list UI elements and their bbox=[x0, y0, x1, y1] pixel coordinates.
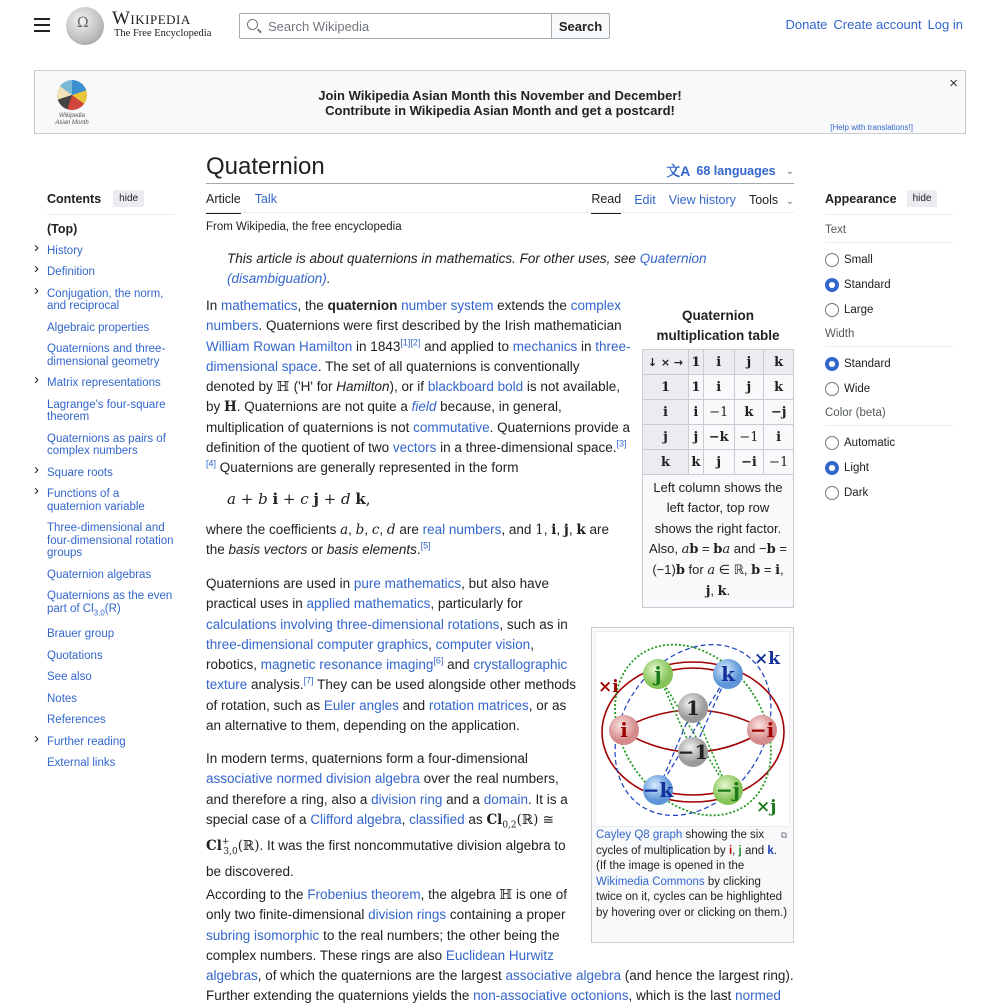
chevron-down-icon: ⌄ bbox=[785, 196, 794, 207]
table-cell: 1 bbox=[689, 375, 704, 400]
toc-item[interactable] bbox=[47, 343, 175, 368]
toc-item-label: (Top) bbox=[47, 222, 78, 236]
table-cell: i bbox=[689, 400, 704, 425]
table-cell: j bbox=[689, 425, 704, 450]
node-j-label: j bbox=[654, 662, 662, 686]
user-links bbox=[785, 17, 963, 32]
radio-label: Automatic bbox=[844, 437, 896, 449]
toc-item-label: Brauer group bbox=[47, 628, 115, 641]
article-link[interactable]: mathematics bbox=[221, 298, 298, 313]
toc-item[interactable] bbox=[47, 628, 175, 641]
table-header-cell: i bbox=[703, 350, 734, 375]
radio-label: Standard bbox=[844, 279, 891, 291]
namespace-tabs bbox=[206, 192, 277, 214]
table-row bbox=[643, 375, 794, 400]
article-link[interactable]: associative normed division algebra bbox=[206, 771, 420, 787]
toc-item-label: Lagrange's four-square theorem bbox=[47, 398, 166, 423]
table-row bbox=[643, 450, 794, 475]
toc-subscript: 3,0 bbox=[93, 607, 105, 617]
article-link[interactable]: Frobenius theorem bbox=[307, 887, 421, 902]
search-icon bbox=[247, 19, 258, 30]
article-link[interactable]: rotation matrices bbox=[428, 697, 529, 713]
table-of-contents bbox=[34, 190, 175, 779]
create-account-link[interactable]: Create account bbox=[833, 17, 922, 32]
radio-label: Small bbox=[844, 254, 873, 266]
math-expression: H bbox=[224, 399, 237, 416]
table-cell: −1 bbox=[764, 450, 794, 475]
search-box[interactable] bbox=[239, 13, 552, 39]
radio-label: Light bbox=[844, 462, 869, 474]
math-expression: a bbox=[340, 522, 349, 538]
article-link[interactable]: calculations involving three-dimensional rotations bbox=[206, 616, 500, 632]
donate-link[interactable]: Donate bbox=[785, 17, 828, 32]
article-link[interactable]: three-dimensional computer graphics bbox=[206, 636, 429, 652]
node-neg-1-label: −1 bbox=[677, 740, 709, 764]
toc-hide-button[interactable]: hide bbox=[113, 190, 144, 207]
table-cell: i bbox=[703, 375, 734, 400]
article-link[interactable]: mechanics bbox=[512, 338, 578, 354]
math-expression: 1 bbox=[535, 522, 544, 538]
multiplication-table-caption: Left column shows the left factor, top row shows the right factor. Also, ab = ba and −b = (−1)b for a ∈ ℝ, b = i, j, k. bbox=[642, 475, 794, 608]
cayley-graph-image[interactable] bbox=[595, 631, 790, 827]
label-times-i: ×i bbox=[598, 677, 619, 697]
toc-item[interactable] bbox=[47, 671, 175, 684]
toc-item[interactable] bbox=[47, 714, 175, 727]
article-link[interactable]: William Rowan Hamilton bbox=[206, 338, 353, 354]
radio-label: Wide bbox=[844, 383, 871, 395]
radio-label: Dark bbox=[844, 487, 869, 499]
article-link[interactable]: commutative bbox=[413, 419, 490, 435]
appearance-section-label: Color (beta) bbox=[825, 407, 953, 426]
table-cell: k bbox=[689, 450, 704, 475]
table-cell: i bbox=[764, 425, 794, 450]
search-button[interactable]: Search bbox=[551, 13, 610, 39]
toc-item[interactable] bbox=[34, 260, 175, 279]
article-link[interactable]: three-dimensional space bbox=[206, 338, 631, 374]
math-expression: j bbox=[563, 522, 569, 538]
table-cell: −1 bbox=[734, 425, 764, 450]
tab-read[interactable]: Read bbox=[591, 192, 621, 214]
toc-item[interactable] bbox=[34, 460, 175, 480]
article-link[interactable]: real numbers bbox=[422, 522, 502, 537]
caption-text: showing the six cycles of multiplication by bbox=[596, 829, 765, 857]
label-times-j: ×j bbox=[756, 797, 777, 817]
math-expression: k bbox=[576, 522, 586, 538]
table-row-header: i bbox=[643, 400, 689, 425]
toc-item-label: Quaternion algebras bbox=[47, 568, 152, 581]
radio-button[interactable] bbox=[825, 278, 839, 292]
table-row-header: j bbox=[643, 425, 689, 450]
wikimedia-commons-link[interactable]: Wikimedia Commons bbox=[596, 875, 705, 888]
table-cell: −k bbox=[703, 425, 734, 450]
toc-item-label: Conjugation, the norm, and reciprocal bbox=[47, 287, 164, 312]
article-link[interactable]: classified bbox=[409, 811, 465, 827]
toc-item[interactable] bbox=[34, 729, 175, 749]
toc-item[interactable] bbox=[47, 433, 175, 458]
banner-message[interactable] bbox=[35, 88, 965, 118]
chevron-right-icon[interactable]: › bbox=[34, 238, 39, 256]
article-link[interactable]: Euclidean Hurwitz algebras bbox=[206, 947, 554, 984]
languages-button[interactable] bbox=[666, 161, 794, 181]
citation-link[interactable]: [1] bbox=[400, 337, 411, 348]
toc-item[interactable] bbox=[47, 223, 175, 236]
hamburger-line bbox=[34, 24, 50, 26]
article-link[interactable]: Euler angles bbox=[323, 697, 399, 713]
math-expression: b bbox=[355, 522, 365, 538]
table-header-cell: j bbox=[734, 350, 764, 375]
radio-option[interactable] bbox=[825, 303, 953, 317]
math-expression: ℍ bbox=[499, 887, 513, 903]
radio-label: Large bbox=[844, 304, 874, 316]
translate-icon: 文A bbox=[666, 163, 691, 179]
toc-header bbox=[47, 190, 175, 215]
radio-button[interactable] bbox=[825, 357, 839, 371]
clifford-expression: $Cl_{0,2}(ℝ)$ ≅ $Cl^+_{3,0}(ℝ)$ bbox=[206, 811, 554, 857]
toc-item[interactable] bbox=[47, 399, 175, 424]
radio-button[interactable] bbox=[825, 382, 839, 396]
toc-item-label: Quaternions and three-dimensional geometry bbox=[47, 343, 166, 368]
article-link[interactable]: division ring bbox=[371, 791, 443, 807]
math-expression: i bbox=[551, 522, 557, 538]
radio-button[interactable] bbox=[825, 461, 839, 475]
toc-item-label: Notes bbox=[47, 692, 78, 705]
table-header-cell: k bbox=[764, 350, 794, 375]
toc-item[interactable] bbox=[47, 650, 175, 663]
italic-term: Hamilton bbox=[336, 379, 390, 395]
radio-option[interactable] bbox=[825, 253, 953, 267]
tools-menu[interactable] bbox=[749, 193, 794, 213]
hamburger-menu-icon bbox=[34, 18, 50, 20]
radio-option[interactable] bbox=[825, 436, 953, 450]
tab-talk[interactable]: Talk bbox=[254, 192, 277, 206]
toc-item[interactable] bbox=[34, 281, 175, 313]
wikipedia-wordmark[interactable] bbox=[112, 9, 211, 40]
lead-paragraph-5: According to the Frobenius theorem, the algebra ℍ is one of only two finite-dimensional division rings containing a proper subring isomorphic to the real numbers; the other being the complex numbers. These rings are also Euclidean Hurwitz algebras, of which the quaternions are the largest associative algebra (and hence the largest ring). Further extending the quaternions yields the non-associative octonions, which is the last normed bbox=[206, 887, 794, 1004]
log-in-link[interactable]: Log in bbox=[927, 17, 963, 32]
toc-item-label: Further reading bbox=[47, 735, 126, 748]
radio-option[interactable] bbox=[825, 357, 953, 371]
table-row bbox=[643, 400, 794, 425]
citation-link[interactable]: [3] bbox=[616, 438, 627, 449]
article-link[interactable]: crystallographic texture bbox=[206, 657, 568, 693]
toc-suffix: (R) bbox=[104, 602, 121, 615]
radio-option[interactable] bbox=[825, 461, 953, 475]
cayley-graph-figure bbox=[591, 627, 794, 943]
citation-link[interactable]: [4] bbox=[206, 458, 217, 469]
italic-term: basis elements bbox=[326, 542, 417, 558]
appearance-title: Appearance bbox=[825, 191, 897, 206]
lead-paragraph-2: where the coefficients a, b, c, d are real numbers, and 1, i, j, k are the basis vectors or basis elements.[5] bbox=[206, 522, 609, 558]
chevron-down-icon: ⌄ bbox=[785, 165, 794, 177]
help-translations-link[interactable]: [Help with translations!] bbox=[830, 123, 913, 132]
lead-paragraph-3: Quaternions are used in pure mathematics, but also have practical uses in applied mathematics, particularly for calculations involving three-dimensional rotations, such as in three-dimensional computer graphics, computer vision, robotics, magnetic resonance imaging[6] and crystallographic texture analysis.[7] They can be used alongside other methods of rotation, such as Euler angles and rotation matrices, or as an alternative to them, depending on the application. bbox=[206, 576, 577, 734]
node-neg-i-label: −i bbox=[749, 718, 775, 742]
node-i-label: i bbox=[620, 718, 628, 742]
table-cell: j bbox=[703, 450, 734, 475]
toc-item-label: Three-dimensional and four-dimensional rotation groups bbox=[47, 522, 174, 559]
article-link[interactable]: number system bbox=[401, 298, 494, 313]
radio-button[interactable] bbox=[825, 253, 839, 267]
quaternion-formula: a + b i + c j + d k, bbox=[227, 490, 371, 508]
article-link[interactable]: computer vision bbox=[435, 636, 531, 652]
caption-k: k bbox=[767, 844, 774, 857]
italic-term: basis vectors bbox=[228, 542, 308, 558]
radio-option[interactable] bbox=[825, 486, 953, 500]
toc-item-label: See also bbox=[47, 671, 92, 684]
languages-count: 68 languages bbox=[696, 164, 776, 178]
math-expression: d bbox=[386, 522, 396, 538]
label-times-k: ×k bbox=[754, 649, 781, 669]
toc-item-label: Algebraic properties bbox=[47, 321, 150, 334]
table-cell: j bbox=[734, 375, 764, 400]
article-link[interactable]: field bbox=[411, 399, 437, 415]
radio-label: Standard bbox=[844, 358, 891, 370]
tabs-divider bbox=[206, 212, 794, 213]
toc-item-label: Square roots bbox=[47, 466, 113, 479]
toc-item-label: Functions of a quaternion variable bbox=[47, 488, 145, 513]
article-link[interactable]: vectors bbox=[392, 440, 437, 456]
appearance-section-label: Width bbox=[825, 328, 953, 347]
article-link[interactable]: blackboard bold bbox=[427, 379, 524, 395]
hatnote-end: . bbox=[326, 271, 331, 287]
table-cell: −j bbox=[764, 400, 794, 425]
campaign-banner bbox=[34, 70, 966, 134]
enlarge-icon[interactable]: ⧉ bbox=[780, 830, 787, 840]
radio-option[interactable] bbox=[825, 278, 953, 292]
toc-item[interactable] bbox=[34, 371, 175, 390]
math-expression: c bbox=[371, 522, 380, 538]
article-link[interactable]: Clifford algebra bbox=[310, 811, 402, 827]
toc-item[interactable] bbox=[47, 757, 175, 770]
node-neg-j-label: −j bbox=[716, 778, 740, 802]
toc-item[interactable] bbox=[47, 522, 175, 560]
article-link[interactable]: non-associative octonions bbox=[473, 988, 629, 1004]
radio-button[interactable] bbox=[825, 303, 839, 317]
node-1-label: 1 bbox=[686, 696, 700, 720]
tools-label: Tools bbox=[748, 193, 779, 207]
multiplication-table-title: Quaternion multiplication table bbox=[656, 308, 780, 343]
appearance-panel bbox=[825, 190, 953, 511]
chevron-right-icon[interactable]: › bbox=[34, 281, 39, 299]
toc-item[interactable] bbox=[47, 569, 175, 582]
article-link[interactable]: domain bbox=[483, 791, 528, 807]
table-cell: k bbox=[764, 375, 794, 400]
toc-item-label: References bbox=[47, 714, 106, 727]
bold-term: quaternion bbox=[327, 298, 398, 313]
wordmark-tagline: The Free Encyclopedia bbox=[114, 28, 212, 39]
appearance-sections bbox=[825, 224, 953, 500]
node-neg-k-label: −k bbox=[642, 778, 674, 802]
toc-item-label: Quaternions as the even part of Cl bbox=[47, 590, 173, 615]
asian-month-logo-caption: Wikipedia Asian Month bbox=[55, 113, 89, 126]
appearance-section-label: Text bbox=[825, 224, 953, 243]
toc-item[interactable] bbox=[34, 238, 175, 258]
table-row-header: 1 bbox=[643, 375, 689, 400]
hatnote-text: This article is about quaternions in mathematics. For other uses, see bbox=[227, 251, 640, 266]
multiplication-table bbox=[642, 349, 794, 475]
cayley-graph-svg bbox=[596, 632, 791, 828]
toc-item-label: History bbox=[47, 244, 83, 257]
appearance-header bbox=[825, 190, 953, 215]
chevron-right-icon[interactable]: › bbox=[34, 729, 39, 747]
toc-item-label: Quaternions as pairs of complex numbers bbox=[47, 432, 166, 457]
article-link[interactable]: pure mathematics bbox=[353, 576, 462, 591]
chevron-right-icon[interactable]: › bbox=[34, 482, 39, 499]
toc-item[interactable] bbox=[34, 482, 175, 513]
table-cell: −1 bbox=[703, 400, 734, 425]
toc-item-label: Matrix representations bbox=[47, 377, 161, 389]
article-link[interactable]: magnetic resonance imaging bbox=[260, 657, 434, 673]
chevron-right-icon[interactable]: › bbox=[34, 371, 39, 388]
wordmark-title: Wikipedia bbox=[112, 8, 191, 29]
toc-title: Contents bbox=[47, 191, 102, 206]
lead-paragraph-4: In modern terms, quaternions form a four-dimensional associative normed division algebra over the real numbers, and therefore a ring, also a division ring and a domain. It is a special case of a Clifford algebra, classified as $Cl_{0,2}(ℝ)$ ≅ $Cl^+_{3,0}(ℝ)$. It was the first noncommutative division algebra to be discovered. bbox=[206, 751, 568, 879]
article-link[interactable]: division rings bbox=[368, 907, 447, 923]
citation-link[interactable]: [6] bbox=[433, 655, 444, 666]
table-header-cell: 1 bbox=[689, 350, 704, 375]
search-input[interactable] bbox=[266, 17, 546, 35]
tab-article[interactable]: Article bbox=[206, 192, 241, 214]
caption-and: and bbox=[741, 844, 768, 857]
appearance-hide-button[interactable]: hide bbox=[907, 190, 938, 207]
citation-link[interactable]: [2] bbox=[410, 337, 421, 348]
citation-link[interactable]: [5] bbox=[420, 540, 431, 551]
caption-i: i bbox=[728, 844, 733, 857]
title-divider bbox=[206, 183, 794, 184]
figure-caption: Cayley Q8 graph showing the six cycles of multiplication by i, j and k. (If the image is opened in the Wikimedia Commons by clicking twice on it, cycles can be highlighted by hovering over or clicking on them.) bbox=[596, 829, 788, 919]
hatnote bbox=[227, 249, 727, 290]
math-expression: ℍ bbox=[276, 379, 294, 396]
toc-item-label: External links bbox=[47, 757, 116, 770]
radio-button[interactable] bbox=[825, 486, 839, 500]
citation-link[interactable]: [7] bbox=[303, 675, 314, 686]
tab-view-history[interactable]: View history bbox=[668, 193, 736, 207]
table-row bbox=[643, 425, 794, 450]
caption-j: j bbox=[738, 844, 742, 857]
wikipedia-globe-logo[interactable] bbox=[66, 7, 104, 45]
radio-option[interactable] bbox=[825, 382, 953, 396]
table-cell: k bbox=[734, 400, 764, 425]
table-cell: −i bbox=[734, 450, 764, 475]
page-title: Quaternion bbox=[206, 153, 325, 180]
tab-edit[interactable]: Edit bbox=[634, 193, 656, 207]
hamburger-line bbox=[34, 30, 50, 32]
multiplication-table-box bbox=[642, 306, 794, 608]
table-row-header: k bbox=[643, 450, 689, 475]
caption-text: by clicking twice on it, cycles can be highlighted by hovering over or clicking on them.) bbox=[596, 875, 788, 919]
caption-text: . (If the image is opened in the bbox=[596, 844, 777, 872]
view-tabs bbox=[591, 192, 794, 214]
chevron-right-icon[interactable]: › bbox=[34, 260, 39, 277]
site-tagline: From Wikipedia, the free encyclopedia bbox=[206, 221, 402, 233]
banner-line-2: Contribute in Wikipedia Asian Month and get a postcard! bbox=[325, 103, 675, 118]
article-link[interactable]: subring isomorphic bbox=[206, 927, 320, 943]
table-header-row bbox=[643, 350, 794, 375]
article-link[interactable]: normed bbox=[735, 988, 781, 1004]
table-corner-cell: ↓ × → bbox=[643, 350, 689, 375]
toc-item[interactable] bbox=[47, 693, 175, 706]
disambiguation-link[interactable]: Quaternion (disambiguation) bbox=[227, 251, 707, 287]
close-icon[interactable]: × bbox=[949, 75, 958, 92]
node-k-label: k bbox=[721, 662, 735, 686]
radio-button[interactable] bbox=[825, 436, 839, 450]
lead-paragraph-1: In mathematics, the quaternion number system extends the complex numbers. Quaternions were first described by the Irish mathematician William Rowan Hamilton in 1843[1][2] and applied to mechanics in three-dimensional space. The set of all quaternions is conventionally denoted by ℍ ('H' for Hamilton), or if blackboard bold is not available, by H. Quaternions are not quite a field because, in general, multiplication of quaternions is not commutative. Quaternions provide a definition of the quotient of two vectors in a three-dimensional space.[3][4] Quaternions are generally represented in the form bbox=[206, 298, 631, 476]
main-menu-button[interactable] bbox=[34, 18, 50, 32]
toc-item-label: Quotations bbox=[47, 649, 103, 662]
cayley-graph-link[interactable]: Cayley Q8 graph bbox=[596, 829, 683, 841]
article-link[interactable]: complex numbers bbox=[206, 298, 621, 334]
banner-line-1: Join Wikipedia Asian Month this November and December! bbox=[318, 88, 682, 103]
toc-item[interactable] bbox=[47, 322, 175, 335]
chevron-right-icon[interactable]: › bbox=[34, 460, 39, 478]
toc-item[interactable] bbox=[47, 590, 175, 619]
toc-item-label: Definition bbox=[47, 266, 95, 278]
article-link[interactable]: applied mathematics bbox=[306, 596, 431, 612]
article-link[interactable]: associative algebra bbox=[505, 968, 622, 984]
toc-list bbox=[34, 222, 175, 770]
